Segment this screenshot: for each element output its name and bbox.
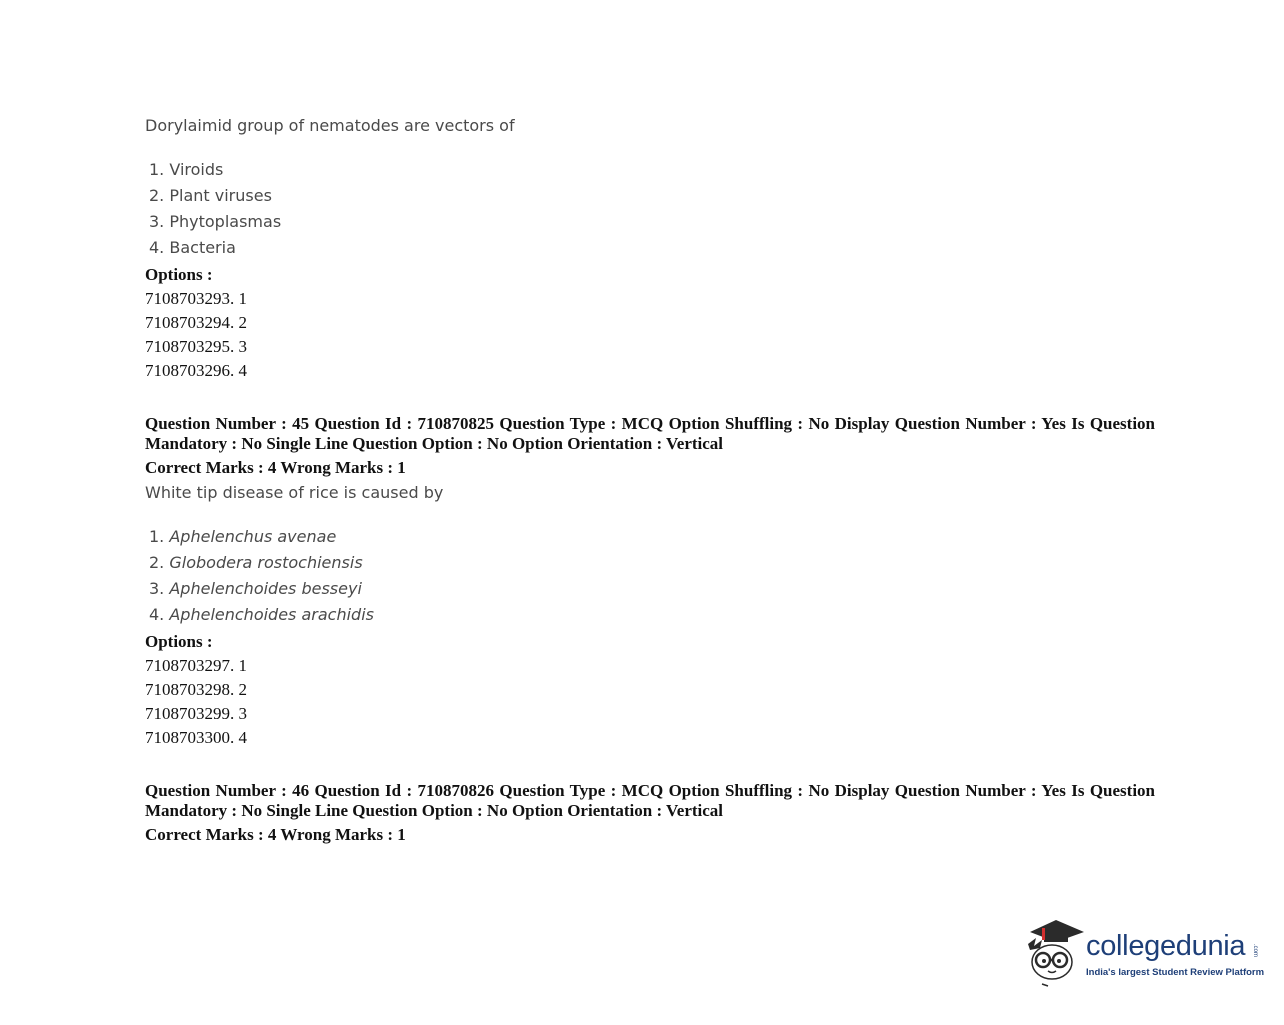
choice-item: 1. Viroids — [149, 160, 224, 179]
logo-dotcom: .com — [1252, 944, 1258, 958]
marks-line: Correct Marks : 4 Wrong Marks : 1 — [145, 825, 406, 844]
options-heading: Options : — [145, 632, 213, 651]
choice-item: 2. Plant viruses — [149, 186, 272, 205]
question-text: Dorylaimid group of nematodes are vectors of — [145, 116, 515, 135]
marks-line: Correct Marks : 4 Wrong Marks : 1 — [145, 458, 406, 477]
question-text: White tip disease of rice is caused by — [145, 483, 444, 502]
graduate-mascot-icon — [1022, 916, 1088, 988]
collegedunia-logo[interactable] — [1022, 916, 1265, 992]
option-id: 7108703296. 4 — [145, 361, 247, 380]
logo-tagline: India's largest Student Review Platform — [1086, 967, 1265, 978]
option-id: 7108703295. 3 — [145, 337, 247, 356]
logo-wordmark: collegedunia — [1086, 930, 1246, 962]
choice-item: 4. Aphelenchoides arachidis — [149, 605, 374, 624]
option-id: 7108703298. 2 — [145, 680, 247, 699]
option-id: 7108703293. 1 — [145, 289, 247, 308]
option-id: 7108703300. 4 — [145, 728, 247, 747]
option-id: 7108703294. 2 — [145, 313, 247, 332]
option-id: 7108703299. 3 — [145, 704, 247, 723]
question-meta: Question Number : 46 Question Id : 710870826 Question Type : MCQ Option Shuffling : No Display Question Number : Yes Is Question Mandatory : No Single Line Question Option : No Option Orientation : Vertical — [145, 781, 1155, 820]
options-heading: Options : — [145, 265, 213, 284]
option-id: 7108703297. 1 — [145, 656, 247, 675]
choice-item: 2. Globodera rostochiensis — [149, 553, 363, 572]
question-meta: Question Number : 45 Question Id : 710870825 Question Type : MCQ Option Shuffling : No Display Question Number : Yes Is Question Mandatory : No Single Line Question Option : No Option Orientation : Vertical — [145, 414, 1155, 453]
choice-item: 4. Bacteria — [149, 238, 236, 257]
choice-item: 1. Aphelenchus avenae — [149, 527, 337, 546]
choice-item: 3. Phytoplasmas — [149, 212, 282, 231]
choice-item: 3. Aphelenchoides besseyi — [149, 579, 362, 598]
